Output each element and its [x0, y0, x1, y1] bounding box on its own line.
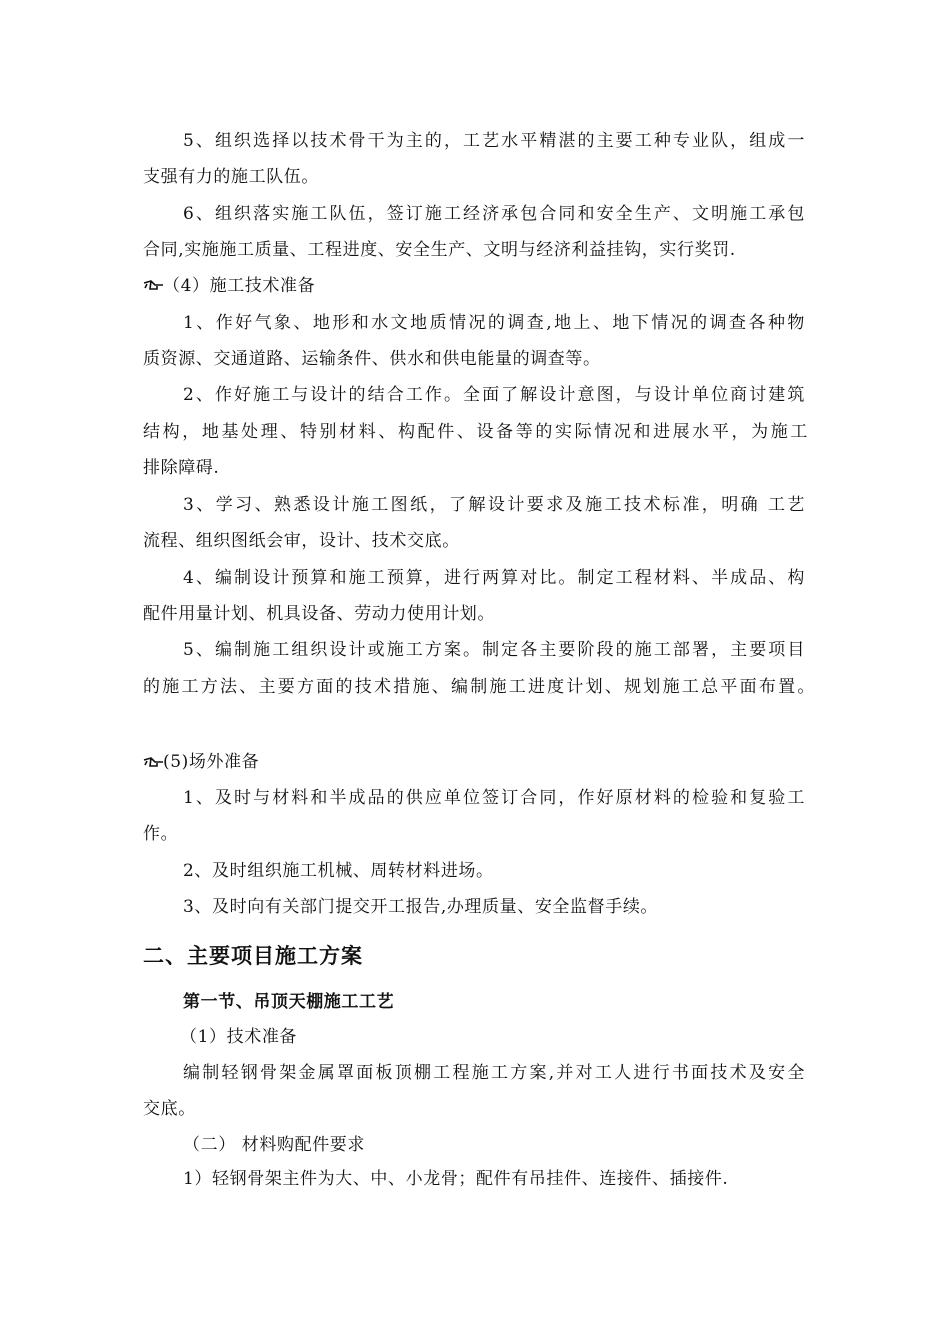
hand-pointer-bullet-icon — [143, 755, 165, 769]
tech-prep-2-line2: 结构，地基处理、特别材料、构配件、设备等的实际情况和进展水平，为施工 — [143, 422, 808, 442]
tech-prep-2-line1: 2、作好施工与设计的结合工作。全面了解设计意图，与设计单位商讨建筑 — [183, 385, 805, 405]
offsite-prep-3: 3、及时向有关部门提交开工报告,办理质量、安全监督手续。 — [183, 897, 659, 917]
section-title: 二、主要项目施工方案 — [143, 944, 363, 968]
tech-prep-1-line1: 1、作好气象、地形和水文地质情况的调查,地上、地下情况的调查各种物 — [183, 313, 805, 333]
paragraph-team-5-line1: 5、组织选择以技术骨干为主的，工艺水平精湛的主要工种专业队，组成一 — [183, 131, 805, 151]
paragraph-team-6-line1: 6、组织落实施工队伍，签订施工经济承包合同和安全生产、文明施工承包 — [183, 204, 805, 224]
section-subtitle: 第一节、吊顶天棚施工工艺 — [183, 992, 395, 1012]
tech-text-line1: 编制轻钢骨架金属罩面板顶棚工程施工方案,并对工人进行书面技术及安全 — [183, 1063, 805, 1083]
tech-prep-5-line2: 的施工方法、主要方面的技术措施、编制施工进度计划、规划施工总平面布置。 — [143, 677, 815, 697]
tech-heading: （1）技术准备 — [180, 1027, 298, 1047]
tech-text-line2: 交底。 — [143, 1099, 196, 1119]
tech-prep-4-line2: 配件用量计划、机具设备、劳动力使用计划。 — [143, 604, 495, 624]
offsite-prep-heading: (5)场外准备 — [163, 752, 260, 772]
tech-prep-heading: （4）施工技术准备 — [163, 276, 316, 296]
tech-prep-5-line1: 5、编制施工组织设计或施工方案。制定各主要阶段的施工部署，主要项目 — [183, 640, 805, 660]
paragraph-team-5-line2: 支强有力的施工队伍。 — [143, 167, 319, 187]
paragraph-team-6-line2: 合同,实施施工质量、工程进度、安全生产、文明与经济利益挂钩，实行奖罚. — [143, 240, 736, 260]
tech-prep-3-line2: 流程、组织图纸会审，设计、技术交底。 — [143, 531, 460, 551]
material-item-1: 1）轻钢骨架主件为大、中、小龙骨；配件有吊挂件、连接件、插接件. — [183, 1169, 729, 1189]
offsite-prep-1-line1: 1、及时与材料和半成品的供应单位签订合同，作好原材料的检验和复验工 — [183, 788, 805, 808]
tech-prep-3-line1: 3、学习、熟悉设计施工图纸，了解设计要求及施工技术标准，明确 工艺 — [183, 495, 805, 515]
offsite-prep-2: 2、及时组织施工机械、周转材料进场。 — [183, 861, 494, 881]
tech-prep-1-line2: 质资源、交通道路、运输条件、供水和供电能量的调查等。 — [143, 349, 601, 369]
hand-pointer-bullet-icon — [143, 278, 165, 292]
offsite-prep-1-line2: 作。 — [143, 824, 179, 844]
tech-prep-4-line1: 4、编制设计预算和施工预算，进行两算对比。制定工程材料、半成品、构 — [183, 568, 805, 588]
material-heading: （二） 材料购配件要求 — [183, 1135, 366, 1155]
tech-prep-2-line3: 排除障碍. — [143, 458, 220, 478]
